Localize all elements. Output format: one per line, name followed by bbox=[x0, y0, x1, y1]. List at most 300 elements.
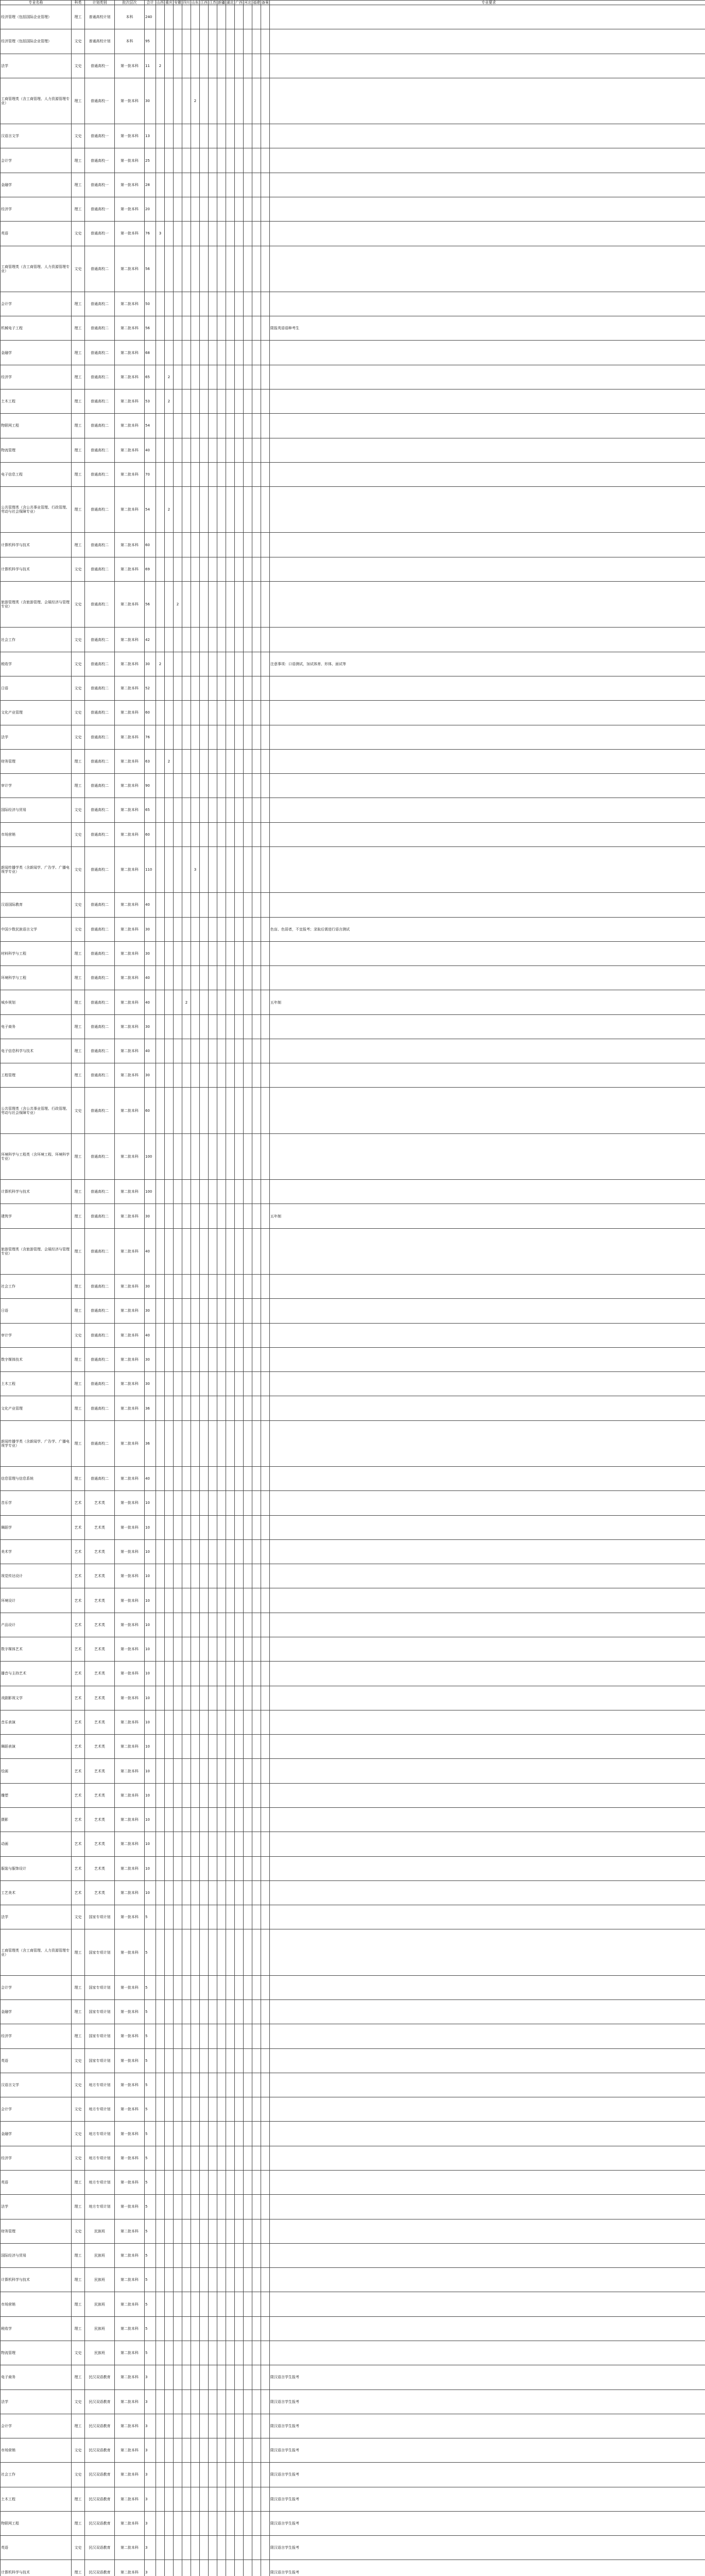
plan-type-cell: 普通高校二 bbox=[85, 316, 115, 341]
header-batch: 批次层次 bbox=[115, 1, 145, 5]
batch-cell: 第二批本科 bbox=[115, 2341, 145, 2365]
province-count-cell bbox=[191, 5, 200, 29]
province-count-cell bbox=[235, 2292, 244, 2316]
province-count-cell bbox=[191, 725, 200, 749]
province-count-cell bbox=[226, 1710, 235, 1734]
table-row bbox=[1, 1396, 705, 1420]
table-row bbox=[1, 5, 705, 29]
table-row bbox=[1, 2438, 705, 2463]
subject-cell: 艺术 bbox=[72, 1491, 85, 1515]
plan-type-cell: 民汉双语教育 bbox=[85, 2511, 115, 2535]
remark-cell bbox=[261, 1204, 270, 1228]
province-count-cell bbox=[209, 1372, 217, 1396]
province-count-cell bbox=[165, 1396, 174, 1420]
province-count-cell bbox=[182, 1299, 191, 1323]
province-count-cell bbox=[182, 148, 191, 173]
table-row bbox=[1, 1710, 705, 1734]
major-cell: 经济管理（包括国际企业管理） bbox=[1, 29, 72, 54]
province-count-cell bbox=[191, 2560, 200, 2576]
province-count-cell bbox=[209, 1063, 217, 1088]
province-count-cell bbox=[235, 1783, 244, 1807]
subject-cell: 理工 bbox=[72, 2000, 85, 2024]
province-count-cell bbox=[244, 652, 252, 676]
province-count-cell bbox=[244, 1275, 252, 1299]
province-count-cell bbox=[165, 292, 174, 316]
total-cell: 90 bbox=[145, 774, 156, 798]
plan-type-cell: 国家专项计划 bbox=[85, 1905, 115, 1929]
province-count-cell bbox=[191, 1735, 200, 1759]
province-count-cell bbox=[217, 2438, 226, 2463]
province-count-cell bbox=[200, 341, 209, 365]
province-count-cell bbox=[235, 582, 244, 628]
province-count-cell bbox=[217, 1396, 226, 1420]
province-count-cell bbox=[191, 2122, 200, 2146]
province-count-cell: 2 bbox=[165, 389, 174, 414]
total-cell: 3 bbox=[145, 2463, 156, 2487]
province-count-cell bbox=[200, 2438, 209, 2463]
province-count-cell bbox=[209, 1686, 217, 1710]
province-count-cell bbox=[244, 2146, 252, 2170]
province-count-cell bbox=[226, 846, 235, 892]
province-count-cell bbox=[191, 1039, 200, 1063]
province-count-cell bbox=[156, 1929, 165, 1975]
requirement-cell bbox=[270, 2292, 705, 2316]
batch-cell: 第一批本科 bbox=[115, 1564, 145, 1588]
major-cell: 英语 bbox=[1, 222, 72, 246]
requirement-cell bbox=[270, 2170, 705, 2194]
province-count-cell bbox=[165, 533, 174, 557]
province-count-cell bbox=[209, 78, 217, 124]
province-count-cell bbox=[200, 292, 209, 316]
major-cell: 环境科学与工程 bbox=[1, 966, 72, 990]
total-cell: 5 bbox=[145, 2146, 156, 2170]
province-count-cell bbox=[252, 1929, 261, 1975]
province-count-cell bbox=[252, 414, 261, 438]
requirement-cell bbox=[270, 1686, 705, 1710]
subject-cell: 文史 bbox=[72, 917, 85, 941]
requirement-cell: 限汉语言学生报考 bbox=[270, 2463, 705, 2487]
province-count-cell bbox=[217, 2389, 226, 2414]
province-count-cell bbox=[226, 414, 235, 438]
province-count-cell bbox=[235, 749, 244, 773]
province-count-cell bbox=[191, 1396, 200, 1420]
total-cell: 40 bbox=[145, 438, 156, 462]
remark-cell bbox=[261, 1905, 270, 1929]
province-count-cell bbox=[226, 798, 235, 822]
table-row bbox=[1, 798, 705, 822]
province-count-cell bbox=[182, 1014, 191, 1039]
total-cell: 10 bbox=[145, 1564, 156, 1588]
total-cell: 5 bbox=[145, 2219, 156, 2243]
province-count-cell bbox=[156, 2365, 165, 2389]
province-count-cell bbox=[182, 1637, 191, 1662]
plan-type-cell: 民族班 bbox=[85, 2341, 115, 2365]
remark-cell bbox=[261, 2463, 270, 2487]
requirement-cell bbox=[270, 246, 705, 292]
province-count-cell bbox=[165, 2219, 174, 2243]
batch-cell: 第一批本科 bbox=[115, 1662, 145, 1686]
province-count-cell bbox=[209, 2146, 217, 2170]
table-row bbox=[1, 1323, 705, 1347]
province-count-cell bbox=[165, 1975, 174, 1999]
province-count-cell bbox=[244, 966, 252, 990]
province-count-cell bbox=[235, 316, 244, 341]
requirement-cell bbox=[270, 124, 705, 148]
plan-type-cell: 普通高校二 bbox=[85, 846, 115, 892]
remark-cell bbox=[261, 29, 270, 54]
requirement-cell bbox=[270, 29, 705, 54]
table-row bbox=[1, 557, 705, 581]
province-count-cell bbox=[182, 1088, 191, 1133]
subject-cell: 艺术 bbox=[72, 1710, 85, 1734]
province-count-cell bbox=[252, 1880, 261, 1905]
major-cell: 财务管理 bbox=[1, 749, 72, 773]
total-cell: 3 bbox=[145, 2438, 156, 2463]
province-count-cell bbox=[226, 1929, 235, 1975]
province-count-cell bbox=[182, 2122, 191, 2146]
plan-type-cell: 普通高校一 bbox=[85, 173, 115, 197]
subject-cell: 理工 bbox=[72, 941, 85, 965]
total-cell: 10 bbox=[145, 1515, 156, 1539]
plan-type-cell: 普通高校二 bbox=[85, 1396, 115, 1420]
province-count-cell bbox=[191, 365, 200, 389]
major-cell: 物联网工程 bbox=[1, 414, 72, 438]
total-cell: 60 bbox=[145, 1088, 156, 1133]
subject-cell: 理工 bbox=[72, 389, 85, 414]
major-cell: 财务管理 bbox=[1, 2219, 72, 2243]
province-count-cell bbox=[156, 341, 165, 365]
total-cell: 10 bbox=[145, 1880, 156, 1905]
province-count-cell bbox=[165, 1880, 174, 1905]
province-count-cell bbox=[182, 676, 191, 700]
remark-cell bbox=[261, 222, 270, 246]
total-cell: 52 bbox=[145, 676, 156, 700]
remark-cell bbox=[261, 438, 270, 462]
province-count-cell bbox=[174, 1929, 182, 1975]
table-row bbox=[1, 1299, 705, 1323]
batch-cell: 第一批本科 bbox=[115, 78, 145, 124]
province-count-cell bbox=[156, 2000, 165, 2024]
province-count-cell bbox=[244, 1515, 252, 1539]
major-cell: 新闻传播学类（含新闻学、广告学、广播电视学专业） bbox=[1, 846, 72, 892]
province-count-cell bbox=[191, 2170, 200, 2194]
total-cell: 3 bbox=[145, 2536, 156, 2560]
total-cell: 30 bbox=[145, 78, 156, 124]
province-count-cell bbox=[182, 1275, 191, 1299]
remark-cell bbox=[261, 1975, 270, 1999]
province-count-cell bbox=[226, 1133, 235, 1179]
table-row bbox=[1, 341, 705, 365]
province-count-cell bbox=[209, 941, 217, 965]
province-count-cell bbox=[174, 917, 182, 941]
table-row bbox=[1, 533, 705, 557]
province-count-cell bbox=[191, 2414, 200, 2438]
province-count-cell bbox=[235, 2536, 244, 2560]
table-header-row bbox=[1, 1, 705, 5]
plan-type-cell: 普通高校二 bbox=[85, 1039, 115, 1063]
requirement-cell bbox=[270, 1396, 705, 1420]
subject-cell: 文史 bbox=[72, 2389, 85, 2414]
plan-type-cell: 普通高校计划 bbox=[85, 5, 115, 29]
requirement-cell bbox=[270, 1929, 705, 1975]
plan-type-cell: 普通高校二 bbox=[85, 701, 115, 725]
province-count-cell bbox=[209, 222, 217, 246]
province-count-cell bbox=[200, 2316, 209, 2341]
province-count-cell bbox=[209, 2316, 217, 2341]
remark-cell bbox=[261, 1467, 270, 1491]
province-count-cell bbox=[165, 941, 174, 965]
province-count-cell bbox=[209, 173, 217, 197]
province-count-cell bbox=[235, 1975, 244, 1999]
batch-cell: 第二批本科 bbox=[115, 1783, 145, 1807]
province-count-cell bbox=[182, 2438, 191, 2463]
table-row bbox=[1, 2073, 705, 2097]
province-count-cell bbox=[174, 1613, 182, 1637]
province-count-cell bbox=[226, 1204, 235, 1228]
table-row bbox=[1, 652, 705, 676]
province-count-cell bbox=[244, 1228, 252, 1274]
plan-type-cell: 艺术类 bbox=[85, 1539, 115, 1564]
province-count-cell bbox=[235, 2146, 244, 2170]
province-count-cell bbox=[244, 438, 252, 462]
total-cell: 30 bbox=[145, 917, 156, 941]
subject-cell: 文史 bbox=[72, 2097, 85, 2122]
province-count-cell bbox=[244, 2048, 252, 2073]
province-count-cell bbox=[174, 557, 182, 581]
requirement-cell bbox=[270, 487, 705, 533]
province-count-cell bbox=[244, 2316, 252, 2341]
province-count-cell bbox=[174, 1396, 182, 1420]
province-count-cell bbox=[165, 2000, 174, 2024]
major-cell: 旅游管理类（含旅游管理、会展经济与管理专业） bbox=[1, 582, 72, 628]
province-count-cell bbox=[182, 941, 191, 965]
major-cell: 社会工作 bbox=[1, 2463, 72, 2487]
remark-cell bbox=[261, 1347, 270, 1371]
province-count-cell bbox=[217, 29, 226, 54]
province-count-cell bbox=[252, 1613, 261, 1637]
province-count-cell bbox=[252, 1491, 261, 1515]
batch-cell: 第二批本科 bbox=[115, 1228, 145, 1274]
major-cell: 舞蹈学 bbox=[1, 1515, 72, 1539]
province-count-cell bbox=[165, 1323, 174, 1347]
subject-cell: 文史 bbox=[72, 652, 85, 676]
province-count-cell bbox=[235, 1275, 244, 1299]
remark-cell bbox=[261, 78, 270, 124]
subject-cell: 理工 bbox=[72, 1372, 85, 1396]
province-count-cell bbox=[244, 1467, 252, 1491]
province-count-cell bbox=[252, 1275, 261, 1299]
province-count-cell bbox=[252, 1637, 261, 1662]
province-count-cell bbox=[217, 1420, 226, 1466]
province-count-cell bbox=[235, 1929, 244, 1975]
province-count-cell bbox=[209, 2195, 217, 2219]
province-count-cell bbox=[182, 1491, 191, 1515]
requirement-cell: 限汉语言学生报考 bbox=[270, 2487, 705, 2511]
table-row bbox=[1, 2268, 705, 2292]
requirement-cell bbox=[270, 1807, 705, 1832]
province-count-cell bbox=[174, 1539, 182, 1564]
province-count-cell bbox=[200, 1807, 209, 1832]
province-count-cell bbox=[165, 2463, 174, 2487]
remark-cell bbox=[261, 2316, 270, 2341]
requirement-cell bbox=[270, 1491, 705, 1515]
province-count-cell bbox=[209, 1204, 217, 1228]
province-count-cell bbox=[244, 1204, 252, 1228]
requirement-cell bbox=[270, 1637, 705, 1662]
province-count-cell bbox=[244, 2292, 252, 2316]
province-count-cell bbox=[244, 148, 252, 173]
province-count-cell bbox=[235, 2048, 244, 2073]
province-count-cell bbox=[217, 2097, 226, 2122]
remark-cell bbox=[261, 2122, 270, 2146]
province-count-cell bbox=[191, 557, 200, 581]
province-count-cell bbox=[182, 2219, 191, 2243]
province-count-cell bbox=[156, 124, 165, 148]
province-count-cell bbox=[226, 1832, 235, 1856]
province-count-cell bbox=[165, 2122, 174, 2146]
subject-cell: 艺术 bbox=[72, 1856, 85, 1880]
province-count-cell bbox=[226, 533, 235, 557]
subject-cell: 理工 bbox=[72, 2243, 85, 2267]
requirement-cell bbox=[270, 701, 705, 725]
province-count-cell bbox=[252, 1323, 261, 1347]
province-count-cell bbox=[174, 990, 182, 1014]
province-count-cell bbox=[200, 1759, 209, 1783]
province-count-cell bbox=[244, 2341, 252, 2365]
remark-cell bbox=[261, 462, 270, 486]
province-count-cell bbox=[191, 2316, 200, 2341]
requirement-cell: 注意事项：口语测试，加试体育、形体、面试等 bbox=[270, 652, 705, 676]
total-cell: 69 bbox=[145, 557, 156, 581]
requirement-cell bbox=[270, 2122, 705, 2146]
province-count-cell: 3 bbox=[191, 846, 200, 892]
table-row bbox=[1, 462, 705, 486]
remark-cell bbox=[261, 246, 270, 292]
province-count-cell bbox=[252, 1039, 261, 1063]
province-count-cell bbox=[252, 148, 261, 173]
total-cell: 53 bbox=[145, 389, 156, 414]
major-cell: 土木工程 bbox=[1, 2487, 72, 2511]
province-count-cell bbox=[209, 2024, 217, 2048]
table-row bbox=[1, 941, 705, 965]
province-count-cell bbox=[217, 1372, 226, 1396]
province-count-cell bbox=[209, 1588, 217, 1613]
table-row bbox=[1, 2511, 705, 2535]
subject-cell: 理工 bbox=[72, 2560, 85, 2576]
requirement-cell bbox=[270, 414, 705, 438]
province-count-cell bbox=[244, 1710, 252, 1734]
province-count-cell bbox=[235, 893, 244, 917]
province-count-cell bbox=[182, 1735, 191, 1759]
requirement-cell: 限汉语言学生报考 bbox=[270, 2389, 705, 2414]
total-cell: 110 bbox=[145, 846, 156, 892]
province-count-cell bbox=[156, 2389, 165, 2414]
major-cell: 数字媒体艺术 bbox=[1, 1637, 72, 1662]
major-cell: 土木工程 bbox=[1, 1372, 72, 1396]
major-cell: 电子商务 bbox=[1, 1014, 72, 1039]
province-count-cell bbox=[191, 2097, 200, 2122]
province-count-cell bbox=[209, 1759, 217, 1783]
subject-cell: 理工 bbox=[72, 1039, 85, 1063]
province-count-cell bbox=[244, 292, 252, 316]
province-count-cell bbox=[235, 2389, 244, 2414]
total-cell: 76 bbox=[145, 222, 156, 246]
requirement-cell bbox=[270, 557, 705, 581]
province-count-cell bbox=[209, 1832, 217, 1856]
major-cell: 舞蹈表演 bbox=[1, 1735, 72, 1759]
table-row bbox=[1, 414, 705, 438]
subject-cell: 理工 bbox=[72, 1975, 85, 1999]
province-count-cell bbox=[217, 2268, 226, 2292]
subject-cell: 理工 bbox=[72, 1180, 85, 1204]
province-count-cell bbox=[165, 2024, 174, 2048]
total-cell: 11 bbox=[145, 54, 156, 78]
total-cell: 95 bbox=[145, 29, 156, 54]
province-count-cell bbox=[156, 2341, 165, 2365]
province-count-cell bbox=[226, 2073, 235, 2097]
province-count-cell bbox=[156, 557, 165, 581]
major-cell: 英语 bbox=[1, 2170, 72, 2194]
province-count-cell bbox=[252, 1564, 261, 1588]
province-count-cell bbox=[244, 197, 252, 222]
requirement-cell: 限汉语言学生报考 bbox=[270, 2560, 705, 2576]
remark-cell bbox=[261, 365, 270, 389]
province-count-cell bbox=[174, 2219, 182, 2243]
province-count-cell: 2 bbox=[182, 990, 191, 1014]
batch-cell: 第二批本科 bbox=[115, 1372, 145, 1396]
province-count-cell bbox=[174, 2292, 182, 2316]
province-count-cell bbox=[226, 197, 235, 222]
province-count-cell bbox=[182, 1975, 191, 1999]
province-count-cell bbox=[156, 2195, 165, 2219]
province-count-cell bbox=[209, 652, 217, 676]
province-count-cell bbox=[182, 1905, 191, 1929]
province-count-cell bbox=[226, 54, 235, 78]
province-count-cell bbox=[252, 652, 261, 676]
major-cell: 市场营销 bbox=[1, 2292, 72, 2316]
province-count-cell bbox=[244, 2536, 252, 2560]
province-count-cell bbox=[165, 1905, 174, 1929]
province-count-cell bbox=[191, 1975, 200, 1999]
province-count-cell bbox=[209, 2389, 217, 2414]
province-count-cell bbox=[156, 1180, 165, 1204]
requirement-cell bbox=[270, 1588, 705, 1613]
batch-cell: 第二批本科 bbox=[115, 774, 145, 798]
subject-cell: 理工 bbox=[72, 316, 85, 341]
province-count-cell bbox=[209, 292, 217, 316]
subject-cell: 艺术 bbox=[72, 1686, 85, 1710]
table-row bbox=[1, 1975, 705, 1999]
province-count-cell bbox=[217, 1662, 226, 1686]
remark-cell bbox=[261, 652, 270, 676]
plan-type-cell: 艺术类 bbox=[85, 1735, 115, 1759]
province-count-cell bbox=[174, 1564, 182, 1588]
table-row bbox=[1, 1735, 705, 1759]
batch-cell: 第二批本科 bbox=[115, 2219, 145, 2243]
plan-type-cell: 普通高校二 bbox=[85, 917, 115, 941]
province-count-cell bbox=[226, 316, 235, 341]
total-cell: 10 bbox=[145, 1759, 156, 1783]
province-count-cell bbox=[165, 2341, 174, 2365]
requirement-cell bbox=[270, 2195, 705, 2219]
province-count-cell bbox=[217, 2341, 226, 2365]
table-row bbox=[1, 2048, 705, 2073]
province-count-cell bbox=[252, 2560, 261, 2576]
province-count-cell bbox=[156, 2316, 165, 2341]
province-count-cell bbox=[200, 389, 209, 414]
table-row bbox=[1, 822, 705, 846]
province-count-cell bbox=[226, 1539, 235, 1564]
